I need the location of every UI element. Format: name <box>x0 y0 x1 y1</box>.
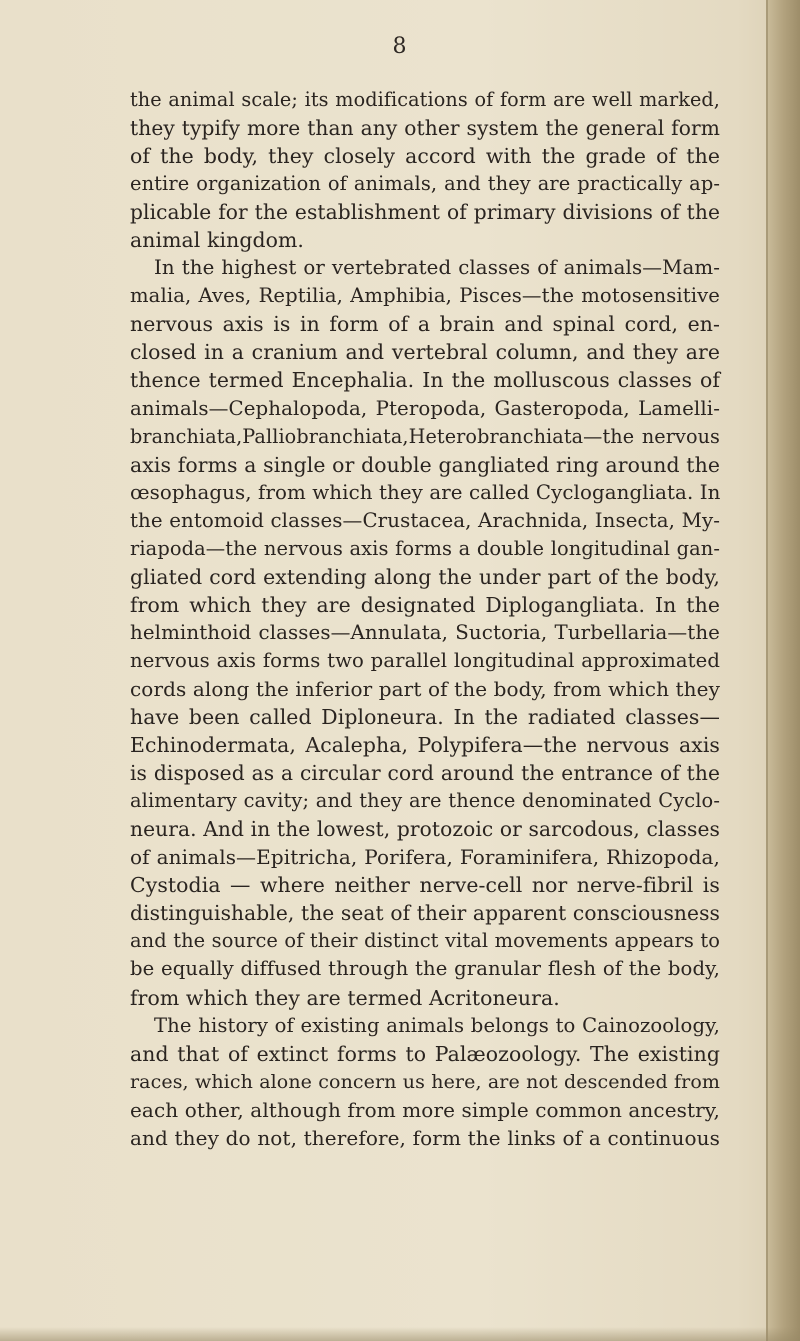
text-line: branchiata,Palliobranchiata,Heterobranchiata—the nervous <box>130 424 720 448</box>
text-line: entire organization of animals, and they are practically ap- <box>130 172 720 196</box>
text-line: have been called Diploneura. In the radiated classes— <box>130 705 720 730</box>
text-line: distinguishable, the seat of their apparent consciousness <box>130 901 720 926</box>
text-line: from which they are designated Diplogangliata. In the <box>130 592 720 617</box>
text-line: the entomoid classes—Crustacea, Arachnida, Insecta, My- <box>130 508 720 532</box>
text-line: cords along the inferior part of the body, from which they <box>130 676 720 701</box>
text-line: animal kingdom. <box>130 228 305 253</box>
text-line: races, which alone concern us here, are not descended from <box>130 1070 720 1093</box>
text-line: riapoda—the nervous axis forms a double longitudinal gan- <box>130 536 720 560</box>
text-line: axis forms a single or double gangliated ring around the <box>130 452 720 477</box>
text-line: is disposed as a circular cord around the entrance of the <box>130 761 720 786</box>
text-line: œsophagus, from which they are called Cyclogangliata. In <box>130 480 721 504</box>
page-bottom-shadow <box>0 1327 800 1341</box>
text-line: closed in a cranium and vertebral column, and they are <box>130 340 720 365</box>
text-line: thence termed Encephalia. In the molluscous classes of <box>130 368 720 393</box>
text-line: nervous axis is in form of a brain and spinal cord, en- <box>130 312 720 337</box>
text-line: malia, Aves, Reptilia, Amphibia, Pisces—the motosensitive <box>130 284 720 308</box>
text-line: from which they are termed Acritoneura. <box>130 985 560 1010</box>
text-line: nervous axis forms two parallel longitudinal approximated <box>130 648 720 672</box>
paragraph-start-line: The history of existing animals belongs to Cainozoology, <box>154 1013 720 1037</box>
text-line: of the body, they closely accord with the grade of the <box>130 144 720 169</box>
text-line: Cystodia — where neither nerve-cell nor nerve-fibril is <box>130 873 720 898</box>
text-line: and they do not, therefore, form the links of a continuous <box>130 1125 720 1150</box>
text-line: neura. And in the lowest, protozoic or sarcodous, classes <box>130 817 720 842</box>
paragraph-start-line: In the highest or vertebrated classes of animals—Mam- <box>154 256 720 280</box>
text-line: be equally diffused through the granular flesh of the body, <box>130 957 720 981</box>
text-line: and the source of their distinct vital movements appears to <box>130 929 720 953</box>
body-text <box>130 86 720 1152</box>
text-line: alimentary cavity; and they are thence denominated Cyclo- <box>130 789 720 813</box>
text-line: of animals—Epitricha, Porifera, Foraminifera, Rhizopoda, <box>130 845 720 870</box>
text-line: plicable for the establishment of primary divisions of the <box>130 200 720 225</box>
text-line: each other, although from more simple common ancestry, <box>130 1097 720 1122</box>
text-line: helminthoid classes—Annulata, Suctoria, Turbellaria—the <box>130 620 720 644</box>
page-number: 8 <box>392 34 408 59</box>
text-line: gliated cord extending along the under part of the body, <box>130 564 720 589</box>
text-line: they typify more than any other system the general form <box>130 116 720 141</box>
text-line: animals—Cephalopoda, Pteropoda, Gasteropoda, Lamelli- <box>130 396 720 420</box>
text-line: and that of extinct forms to Palæozoology. The existing <box>130 1041 720 1066</box>
book-spine-shadow <box>766 0 800 1341</box>
text-line: Echinodermata, Acalepha, Polypifera—the nervous axis <box>130 733 720 758</box>
text-line: the animal scale; its modifications of form are well marked, <box>130 88 720 111</box>
